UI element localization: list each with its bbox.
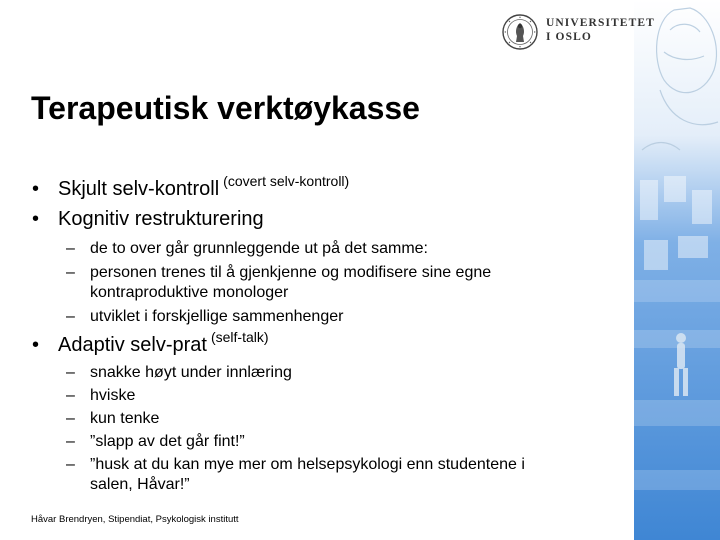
sub-bullet-text: salen, Håvar!”: [90, 476, 190, 493]
bullet-superscript: (self-talk): [210, 329, 269, 345]
dash-marker: –: [66, 308, 75, 325]
slide-footer: Håvar Brendryen, Stipendiat, Psykologisk institutt: [31, 514, 239, 525]
dash-marker: –: [66, 387, 75, 404]
dash-marker: –: [66, 364, 75, 381]
sub-bullet-text: personen trenes til å gjenkjenne og modifisere sine egne: [90, 264, 492, 281]
bullet-marker: •: [32, 334, 40, 356]
bullet-text: Kognitiv restrukturering: [58, 208, 264, 230]
university-seal-icon: [502, 14, 538, 50]
bullet-superscript: (covert selv-kontroll): [223, 173, 350, 189]
sub-bullet-text: ”slapp av det går fint!”: [90, 433, 245, 450]
sub-bullet-text: kontraproduktive monologer: [90, 284, 289, 301]
bullet-text: Skjult selv-kontroll: [58, 178, 220, 200]
sub-bullet-text: kun tenke: [90, 410, 160, 427]
sub-bullet-text: utviklet i forskjellige sammenhenger: [90, 308, 344, 325]
bullet-marker: •: [32, 208, 40, 230]
dash-marker: –: [66, 433, 75, 450]
bullet-marker: •: [32, 178, 40, 200]
dash-marker: –: [66, 456, 75, 473]
sub-bullet-text: ”husk at du kan mye mer om helsepsykologi enn studentene i: [90, 456, 525, 473]
sub-bullet-text: snakke høyt under innlæring: [90, 364, 292, 381]
decorative-sidebar: [634, 0, 720, 540]
sub-bullet-text: hviske: [90, 387, 136, 404]
dash-marker: –: [66, 410, 75, 427]
university-logo-text: [546, 16, 655, 44]
sub-bullet-text: de to over går grunnleggende ut på det samme:: [90, 240, 428, 257]
dash-marker: –: [66, 240, 75, 257]
slide-title: Terapeutisk verktøykasse: [31, 90, 420, 126]
logo-line-2: I OSLO: [546, 31, 592, 43]
dash-marker: –: [66, 264, 75, 281]
logo-line-1: UNIVERSITETET: [546, 17, 655, 29]
bullet-text: Adaptiv selv-prat: [58, 334, 207, 356]
